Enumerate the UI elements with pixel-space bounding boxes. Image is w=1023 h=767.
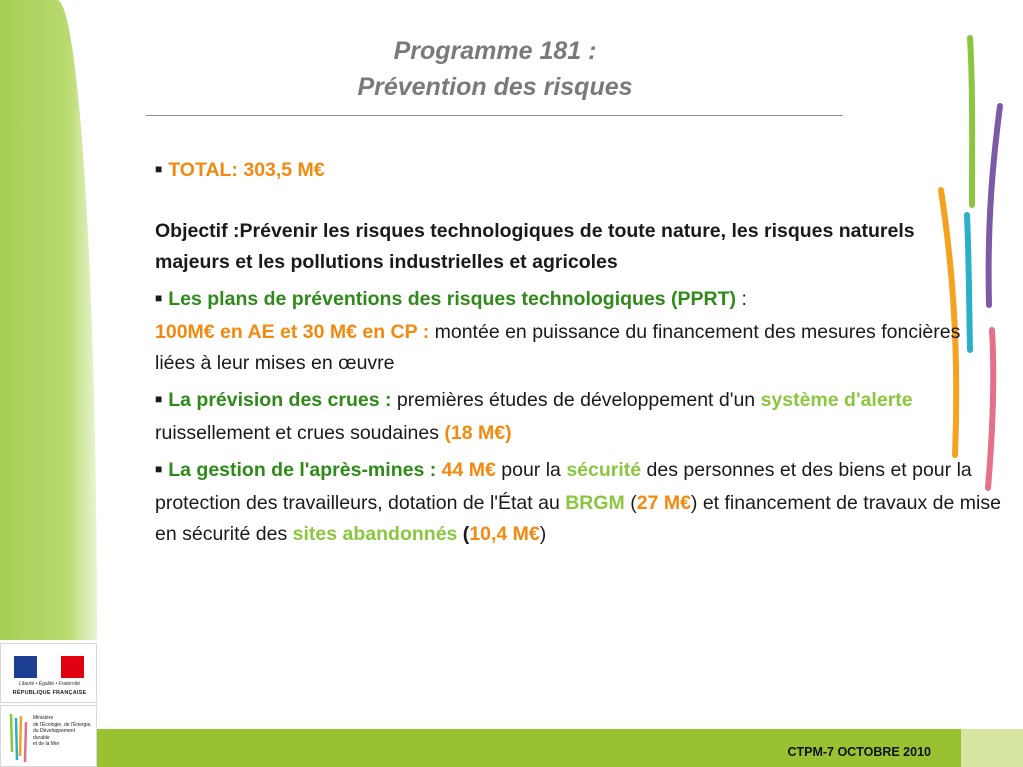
marianne-flag-icon	[14, 656, 84, 678]
crues-text-2: ruissellement et crues soudaines	[155, 422, 445, 444]
pprt-separator: :	[736, 288, 747, 310]
republique-francaise-logo	[0, 643, 97, 703]
objective-text: Objectif :Prévenir les risques technologiques de toute nature, les risques naturels majeurs et les pollutions industrielles et agricoles	[155, 220, 915, 273]
left-band-fade	[70, 0, 100, 640]
ministere-logo	[0, 705, 97, 767]
mines-label: La gestion de l'après-mines :	[168, 459, 437, 481]
pprt-label: Les plans de préventions des risques technologiques (PPRT)	[168, 288, 737, 310]
total-value: TOTAL: 303,5 M€	[168, 159, 325, 181]
mines-text-3: ) et financement de travaux de mise en sécurité des	[155, 492, 1001, 545]
mines-text-1: pour la	[495, 459, 567, 481]
bullet-icon: ■	[155, 392, 163, 406]
logo-motto: Liberté • Égalité • Fraternité	[18, 681, 81, 687]
mines-securite: sécurité	[566, 459, 642, 481]
crues-label: La prévision des crues :	[168, 389, 392, 411]
mines-item	[155, 455, 1005, 550]
bullet-icon: ■	[155, 291, 163, 305]
total-line	[155, 155, 1005, 188]
pprt-amount: 100M€ en AE et 30 M€ en CP :	[155, 321, 430, 343]
mines-text-2: des personnes et des biens et pour la protection des travailleurs, dotation de l'État au	[155, 459, 972, 514]
ministere-line-5: et de la Mer	[33, 741, 60, 747]
mines-brgm: BRGM	[565, 492, 625, 514]
ministere-line-3: du Développement	[33, 728, 75, 734]
bullet-icon: ■	[155, 162, 163, 176]
ministere-line-4: durable	[33, 734, 50, 741]
crues-amount: (18 M€)	[444, 422, 512, 444]
mines-paren-close: )	[539, 523, 547, 545]
footer-bar-end	[961, 729, 1023, 767]
crues-text-1: premières études de développement d'un	[391, 389, 761, 411]
slide-title	[150, 33, 840, 105]
crues-systeme: système d'alerte	[760, 389, 913, 411]
mines-paren-open-2: (	[457, 523, 470, 545]
mines-paren-open: (	[624, 492, 637, 514]
slide-content	[155, 155, 1005, 550]
mines-sites: sites abandonnés	[292, 523, 458, 545]
ministere-strokes-icon	[7, 712, 29, 764]
pprt-text: montée en puissance du financement des mesures foncières liées à leur mises en œuvre	[155, 321, 961, 374]
ministere-line-2: de l'Écologie, de l'Énergie,	[33, 721, 92, 728]
title-line-2: Prévention des risques	[357, 73, 633, 101]
logo-republique-name: RÉPUBLIQUE FRANÇAISE	[12, 690, 87, 696]
footer-date: CTPM-7 OCTOBRE 2010	[787, 745, 931, 759]
title-divider	[146, 115, 843, 116]
mines-amount-2: 27 M€	[636, 492, 691, 514]
mines-amount-3: 10,4 M€	[469, 523, 540, 545]
title-line-1: Programme 181 :	[393, 37, 597, 65]
ministere-name	[33, 715, 95, 748]
crues-item	[155, 385, 965, 449]
bullet-icon: ■	[155, 462, 163, 476]
ministere-line-1: Ministère	[33, 715, 54, 721]
mines-amount-1: 44 M€	[441, 459, 496, 481]
pprt-item	[155, 284, 965, 379]
